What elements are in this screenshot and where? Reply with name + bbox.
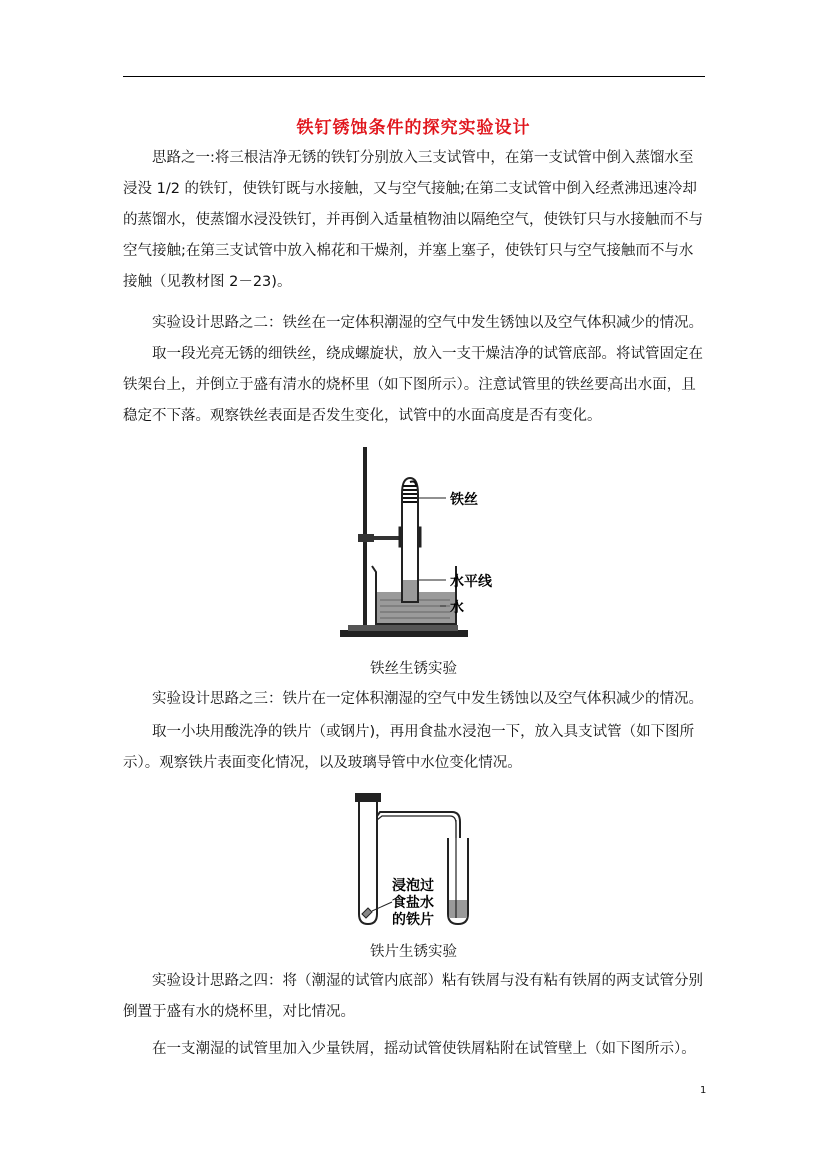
paragraph-idea-4	[123, 966, 713, 1028]
iron-sheet-experiment-diagram	[350, 790, 480, 930]
text-line: 示）。观察铁片表面变化情况，以及玻璃导管中水位变化情况。	[123, 755, 522, 771]
text-line: 的蒸馏水，使蒸馏水浸没铁钉，并再倒入适量植物油以隔绝空气，使铁钉只与水接触而不与	[123, 212, 703, 228]
label-waterline: 水平线	[450, 574, 492, 590]
iron-wire-experiment-diagram	[330, 442, 530, 647]
text-line: 铁架台上，并倒立于盛有清水的烧杯里（如下图所示）。注意试管里的铁丝要高出水面，且	[123, 377, 696, 393]
text-line: 接触（见教材图 2－23)。	[123, 274, 292, 290]
figure-1-caption: 铁丝生锈实验	[370, 661, 457, 677]
page-number: 1	[700, 1085, 707, 1096]
text-line: 在一支潮湿的试管里加入少量铁屑，摇动试管使铁屑粘附在试管壁上（如下图所示）。	[123, 1041, 696, 1057]
paragraph-procedure-3	[123, 717, 713, 779]
tube-water	[403, 580, 417, 601]
stand-base-top	[348, 625, 458, 631]
text-line: 空气接触;在第三支试管中放入棉花和干燥剂，并塞上塞子，使铁钉只与空气接触而不与水	[123, 243, 694, 259]
paragraph-idea-1	[123, 143, 713, 298]
document-title: 铁钉锈蚀条件的探究实验设计	[296, 118, 531, 138]
text-line: 实验设计思路之四：将（潮湿的试管内底部）粘有铁屑与没有粘有铁屑的两支试管分别	[123, 973, 703, 989]
label-water: 水	[450, 600, 464, 616]
text-line: 实验设计思路之二：铁丝在一定体积潮湿的空气中发生锈蚀以及空气体积减少的情况。	[123, 315, 703, 331]
rubber-stopper	[355, 793, 381, 802]
figure-2-caption: 铁片生锈实验	[370, 944, 457, 960]
stand-base	[340, 630, 468, 637]
paragraph-procedure-4	[123, 1034, 713, 1065]
text-line: 实验设计思路之三：铁片在一定体积潮湿的空气中发生锈蚀以及空气体积减少的情况。	[123, 691, 703, 707]
text-line: 浸没 1/2 的铁钉，使铁钉既与水接触，又与空气接触;在第二支试管中倒入经煮沸迅速冷却	[123, 181, 697, 197]
text-line: 思路之一:将三根洁净无锈的铁钉分别放入三支试管中，在第一支试管中倒入蒸馏水至	[123, 150, 694, 166]
label-iron-sheet-2: 食盐水	[392, 895, 434, 911]
receiving-tube-water	[449, 900, 467, 918]
paragraph-idea-2	[123, 308, 713, 339]
side-arm-test-tube	[359, 802, 377, 924]
paragraph-idea-3	[123, 684, 713, 715]
paragraph-procedure-2	[123, 339, 713, 432]
label-wire: 铁丝	[450, 492, 478, 508]
text-line: 稳定不下落。观察铁丝表面是否发生变化，试管中的水面高度是否有变化。	[123, 408, 602, 424]
text-line: 取一小块用酸洗净的铁片（或钢片)，再用食盐水浸泡一下，放入具支试管（如下图所	[123, 724, 695, 740]
label-iron-sheet-1: 浸泡过	[392, 878, 434, 894]
text-line: 取一段光亮无锈的细铁丝，绕成螺旋状，放入一支干燥洁净的试管底部。将试管固定在	[123, 346, 703, 362]
text-line: 倒置于盛有水的烧杯里，对比情况。	[123, 1004, 355, 1020]
label-iron-sheet-3: 的铁片	[392, 912, 434, 928]
header-rule	[123, 76, 705, 77]
